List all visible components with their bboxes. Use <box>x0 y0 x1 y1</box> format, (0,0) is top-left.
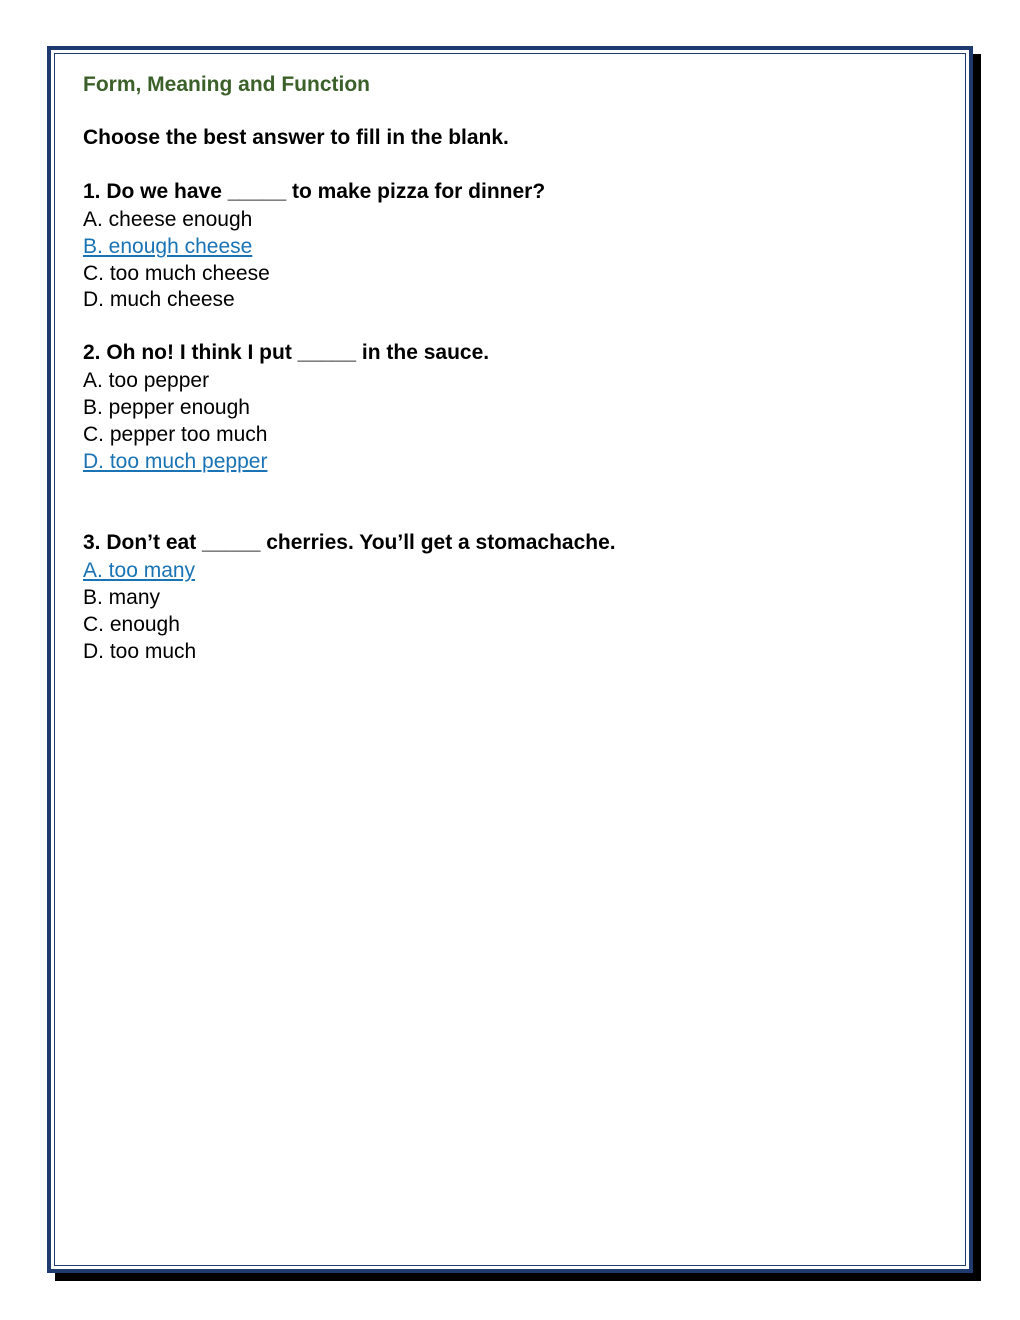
answer-option-c: C. enough <box>83 612 180 636</box>
answer-option-b-correct: B. enough cheese <box>83 234 253 258</box>
question-2 <box>83 338 943 475</box>
answer-option-d: D. too much <box>83 639 197 663</box>
question-text: 1. Do we have _____ to make pizza for dinner? <box>83 180 546 203</box>
worksheet-heading: Form, Meaning and Function <box>83 73 370 96</box>
worksheet-content <box>83 70 943 666</box>
answer-option-c: C. too much cheese <box>83 261 270 285</box>
question-3 <box>83 528 943 665</box>
question-text: 2. Oh no! I think I put _____ in the sauce. <box>83 341 490 365</box>
answer-option-a: A. too pepper <box>83 369 210 393</box>
worksheet-instruction: Choose the best answer to fill in the blank. <box>83 126 509 149</box>
answer-option-b: B. many <box>83 586 161 610</box>
answer-option-b: B. pepper enough <box>83 395 250 419</box>
answer-option-d: D. much cheese <box>83 288 235 312</box>
answer-option-c: C. pepper too much <box>83 422 268 446</box>
question-text: 3. Don’t eat _____ cherries. You’ll get a stomachache. <box>83 531 616 555</box>
answer-option-a: A. cheese enough <box>83 208 253 231</box>
answer-option-d-correct: D. too much pepper <box>83 449 268 473</box>
question-1 <box>83 177 943 314</box>
answer-option-a-correct: A. too many <box>83 559 196 583</box>
